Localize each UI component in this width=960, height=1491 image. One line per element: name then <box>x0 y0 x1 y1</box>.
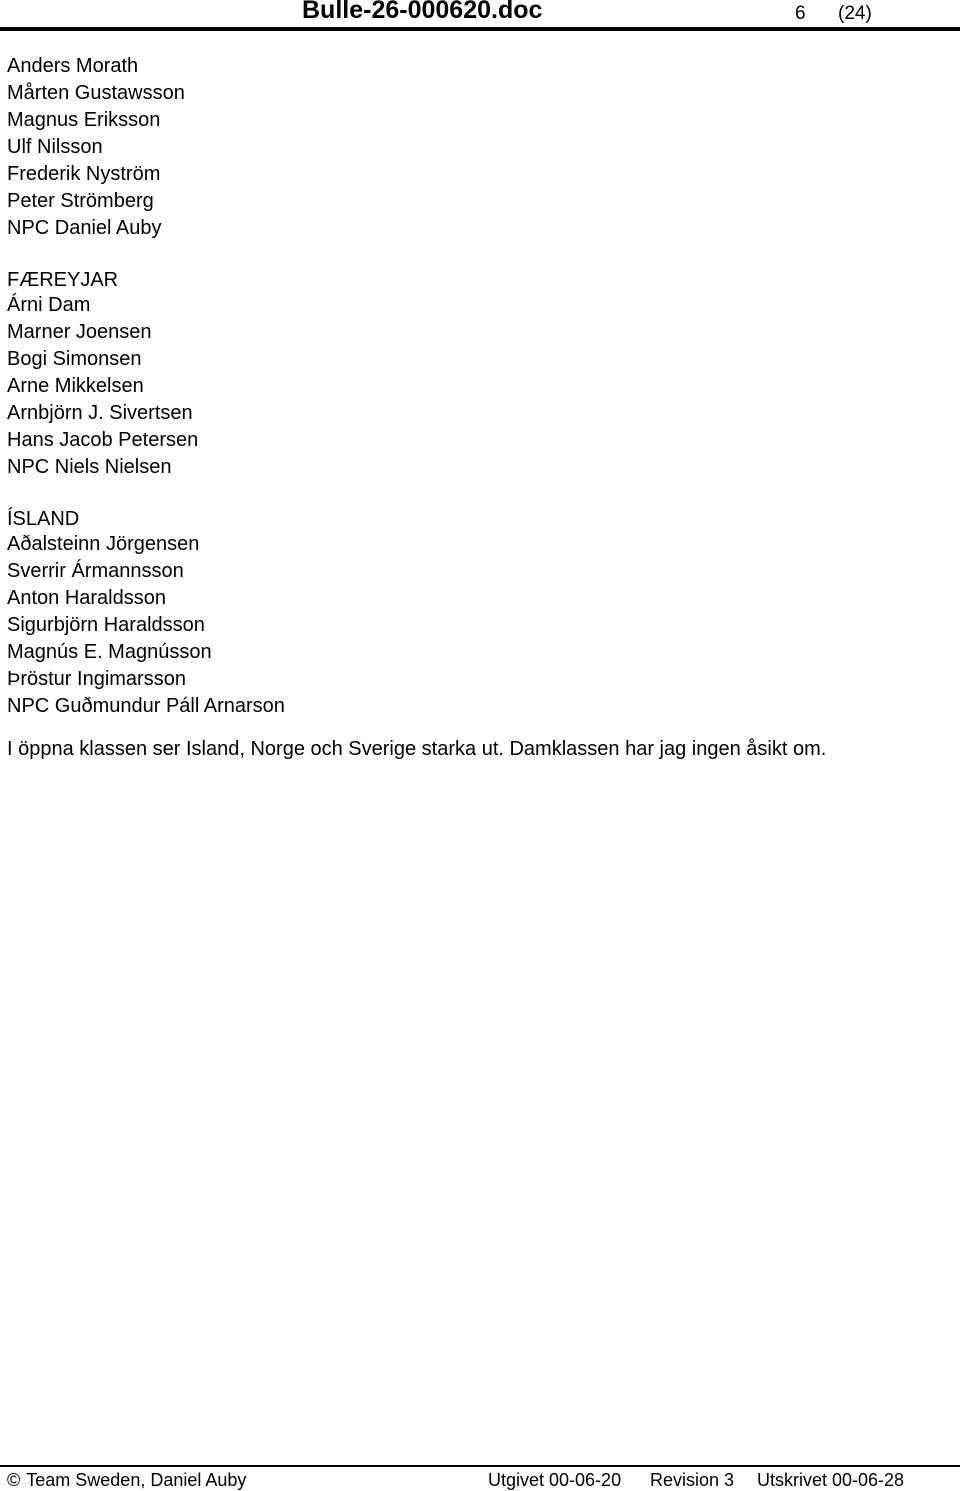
team-member: Anders Morath <box>7 55 139 77</box>
page-number: 6 <box>795 3 806 24</box>
team-member: Bogi Simonsen <box>7 348 142 370</box>
footer-revision: Revision 3 <box>650 1470 735 1490</box>
footer-printed-date: Utskrivet 00-06-28 <box>757 1470 905 1490</box>
document-title: Bulle-26-000620.doc <box>302 0 543 24</box>
team-member: Sverrir Ármannsson <box>7 560 184 582</box>
team-member: Hans Jacob Petersen <box>7 429 199 451</box>
team-member: Árni Dam <box>7 294 91 316</box>
team-npc: NPC Niels Nielsen <box>7 456 172 478</box>
header-rule <box>0 27 960 31</box>
spacer <box>7 481 952 507</box>
team-npc: NPC Guðmundur Páll Arnarson <box>7 695 285 717</box>
team-npc: NPC Daniel Auby <box>7 217 162 239</box>
team-block-iceland <box>7 507 952 720</box>
comment-paragraph: I öppna klassen ser Island, Norge och Sverige starka ut. Damklassen har jag ingen åsikt om. <box>7 738 827 760</box>
spacer <box>7 242 952 268</box>
team-member: Magnús E. Magnússon <box>7 641 212 663</box>
team-name: FÆREYJAR <box>7 269 119 291</box>
team-block-faeroes <box>7 268 952 481</box>
team-member: Aðalsteinn Jörgensen <box>7 533 200 555</box>
team-member: Magnus Eriksson <box>7 109 161 131</box>
team-member: Ulf Nilsson <box>7 136 103 158</box>
footer-rule <box>0 1465 960 1467</box>
copyright-text: Team Sweden, Daniel Auby <box>26 1470 247 1490</box>
team-member: Arne Mikkelsen <box>7 375 144 397</box>
footer-issued-date: Utgivet 00-06-20 <box>488 1470 622 1490</box>
team-member: Þröstur Ingimarsson <box>7 668 186 690</box>
team-member: Arnbjörn J. Sivertsen <box>7 402 193 424</box>
footer-copyright <box>7 1469 246 1491</box>
team-member: Peter Strömberg <box>7 190 154 212</box>
page-header <box>0 0 960 28</box>
team-block-sweden <box>7 53 952 242</box>
team-name: ÍSLAND <box>7 508 80 530</box>
copyright-icon: © <box>7 1470 21 1490</box>
team-member: Marner Joensen <box>7 321 152 343</box>
team-member: Anton Haraldsson <box>7 587 166 609</box>
document-body <box>7 53 952 763</box>
page-total: (24) <box>838 3 872 24</box>
team-member: Frederik Nyström <box>7 163 161 185</box>
team-member: Mårten Gustawsson <box>7 82 185 104</box>
team-member: Sigurbjörn Haraldsson <box>7 614 205 636</box>
